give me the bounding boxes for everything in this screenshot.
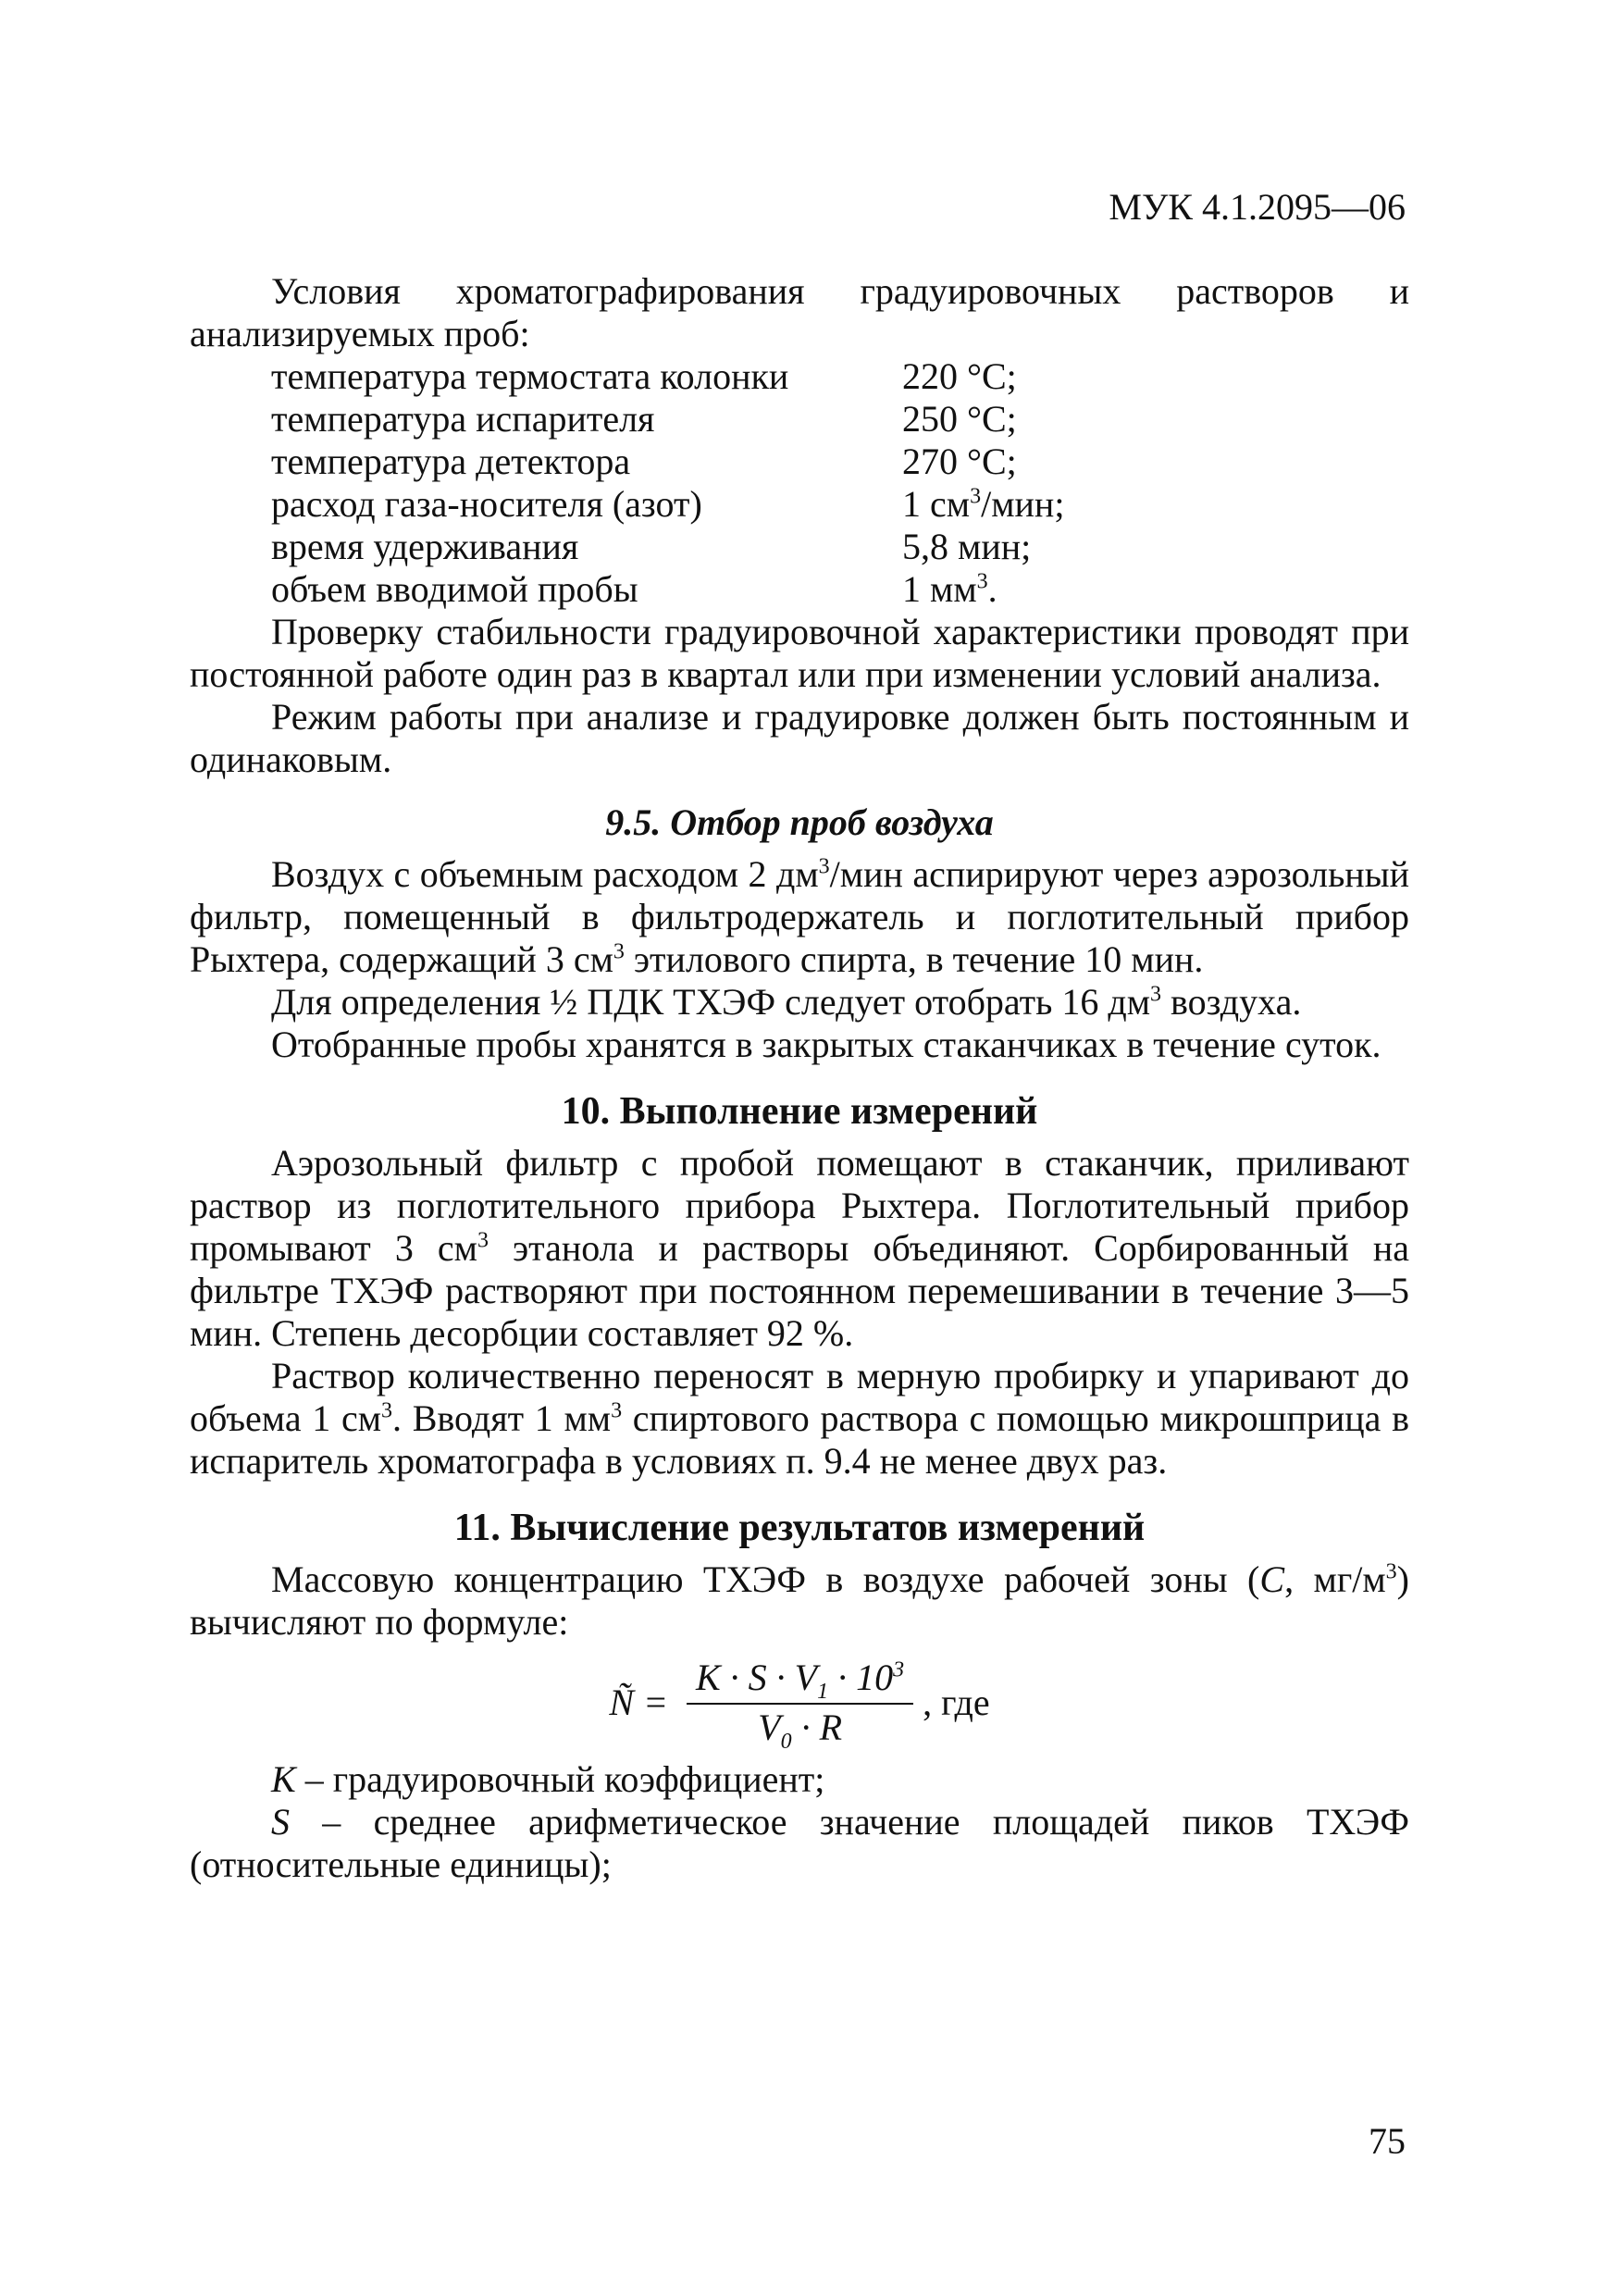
paragraph-storage: Отобранные пробы хранятся в закрытых стаканчиках в течение суток. [271, 1024, 1381, 1065]
document-code: МУК 4.1.2095—06 [1109, 186, 1406, 228]
formula-numerator: $K \cdot S \cdot V_1 \cdot 10^3$ [687, 1657, 913, 1705]
paragraph-stability: Проверку стабильности градуировочной характеристики проводят при постоянной работе один раз в квартал или при изменении условий анализа. [190, 611, 1409, 695]
conditions-list [190, 355, 1409, 611]
condition-value: 1 $мм^3$. [902, 568, 997, 610]
condition-label: температура детектора [271, 441, 631, 482]
section-10-title: 10. Выполнение измерений [561, 1090, 1038, 1133]
condition-row [190, 355, 1409, 398]
page-body [190, 270, 1409, 1886]
condition-row [190, 483, 1409, 526]
condition-label: температура испарителя [271, 398, 655, 440]
paragraph-measurement-2: Раствор количественно переносят в мерную пробирку и упаривают до объема 1 $см^3$. Вводят 1 $мм^3$ спиртового раствора с помощью микрошприца в испаритель хроматографа в условиях п. 9.4 не менее двух раз. [190, 1355, 1409, 1482]
formula-lhs: Ñ = [609, 1682, 668, 1723]
paragraph-mode: Режим работы при анализе и градуировке должен быть постоянным и одинаковым. [190, 696, 1409, 780]
paragraph-volume: Для определения ½ ПДК ТХЭФ следует отобрать 16 $дм^3$ воздуха. [271, 981, 1302, 1023]
condition-label: объем вводимой пробы [271, 568, 638, 610]
paragraph-air-sampling: Воздух с объемным расходом 2 $дм^3$/мин аспирируют через аэрозольный фильтр, помещенный в фильтродержатель и поглотительный прибор Рыхтера, содержащий 3 $см^3$ этилового спирта, в течение 10 мин. [190, 853, 1409, 980]
condition-label: температура термостата колонки [271, 355, 789, 397]
paragraph-measurement-1: Аэрозольный фильтр с пробой помещают в стаканчик, приливают раствор из поглотительного прибора Рыхтера. Поглотительный прибор промывают 3 $см^3$ этанола и растворы объединяют. Сорбированный на фильтре ТХЭФ растворяют при постоянном перемешивании в течение 3—5 мин. Степень десорбции составляет 92 %. [190, 1142, 1409, 1354]
condition-value: 270 °С; [902, 441, 1017, 482]
formula-fraction [687, 1657, 913, 1754]
section-11-title: 11. Вычисление результатов измерений [453, 1507, 1146, 1549]
condition-row [190, 441, 1409, 483]
condition-value: 5,8 мин; [902, 526, 1032, 567]
page-number: 75 [1369, 2120, 1406, 2162]
concentration-formula [190, 1657, 1409, 1754]
condition-row [190, 398, 1409, 441]
condition-value: 1 $см^3$/мин; [902, 483, 1065, 525]
formula-tail: , где [923, 1682, 990, 1723]
definition-s: S – среднее арифметическое значение площадей пиков ТХЭФ (относительные единицы); [190, 1801, 1409, 1885]
formula-denominator: $V_0 \cdot R$ [758, 1706, 842, 1754]
conditions-intro: Условия хроматографирования градуировочных растворов и анализируемых проб: [190, 270, 1409, 354]
condition-label: расход газа-носителя (азот) [271, 483, 702, 525]
condition-value: 250 °С; [902, 398, 1017, 440]
condition-label: время удерживания [271, 526, 579, 567]
condition-row [190, 568, 1409, 611]
section-9-5-title: 9.5. Отбор проб воздуха [605, 801, 994, 843]
definition-k: K – градуировочный коэффициент; [271, 1758, 825, 1800]
paragraph-calculation: Массовую концентрацию ТХЭФ в воздухе рабочей зоны (С, $мг/м^3$) вычисляют по формуле: [190, 1558, 1409, 1643]
condition-value: 220 °С; [902, 355, 1017, 397]
condition-row [190, 526, 1409, 568]
